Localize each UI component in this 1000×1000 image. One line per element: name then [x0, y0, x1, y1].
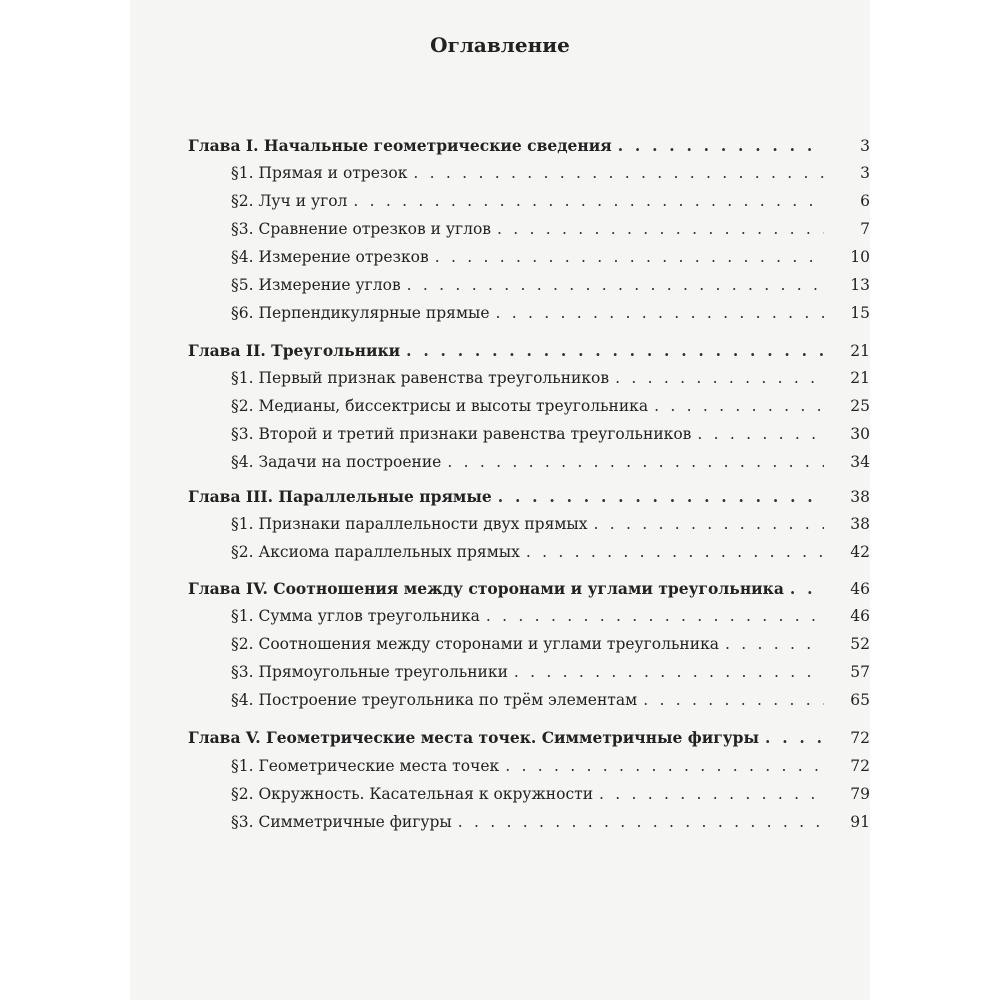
toc-label: Глава III. Параллельные прямые [188, 487, 492, 506]
toc-page-number: 25 [850, 397, 870, 415]
toc-section[interactable] [130, 161, 870, 185]
toc-label: §4. Измерение отрезков [231, 248, 429, 266]
toc-section[interactable] [130, 422, 870, 446]
toc-page-number: 21 [850, 369, 870, 387]
toc-page-number: 34 [850, 453, 870, 471]
toc-section[interactable] [130, 782, 870, 806]
toc-section[interactable] [130, 512, 870, 536]
toc-label: §2. Соотношения между сторонами и углами треугольника [231, 635, 720, 653]
toc-page-number: 38 [850, 488, 870, 506]
toc-leader-dots [413, 161, 824, 185]
toc-chapter[interactable] [130, 485, 870, 509]
toc-section[interactable] [130, 632, 870, 656]
toc-leader-dots [643, 688, 824, 712]
toc-label: §1. Признаки параллельности двух прямых [231, 515, 588, 533]
book-page [130, 0, 870, 1000]
toc-section[interactable] [130, 273, 870, 297]
toc-section[interactable] [130, 754, 870, 778]
toc-leader-dots [486, 604, 824, 628]
toc-label: §3. Симметричные фигуры [231, 813, 452, 831]
toc-page-number: 72 [850, 757, 870, 775]
toc-leader-dots [407, 273, 824, 297]
toc-leader-dots [615, 366, 824, 390]
toc-label: §1. Первый признак равенства треугольников [231, 369, 610, 387]
toc-leader-dots [790, 577, 824, 601]
toc-label: §5. Измерение углов [231, 276, 401, 294]
toc-section[interactable] [130, 540, 870, 564]
toc-label: Глава V. Геометрические места точек. Симметричные фигуры [188, 728, 760, 747]
toc-section[interactable] [130, 810, 870, 834]
toc-leader-dots [498, 485, 824, 509]
toc-page-number: 42 [850, 543, 870, 561]
toc-page-number: 10 [850, 248, 870, 266]
toc-label: §4. Построение треугольника по трём элементам [231, 691, 638, 709]
toc-section[interactable] [130, 189, 870, 213]
toc-leader-dots [447, 450, 824, 474]
toc-leader-dots [765, 726, 824, 750]
toc-label: §2. Медианы, биссектрисы и высоты треугольника [231, 397, 649, 415]
toc-leader-dots [505, 754, 824, 778]
toc-label: Глава I. Начальные геометрические сведения [188, 136, 612, 155]
toc-section[interactable] [130, 660, 870, 684]
toc-label: §2. Окружность. Касательная к окружности [231, 785, 594, 803]
toc-label: §3. Сравнение отрезков и углов [231, 220, 492, 238]
toc-label: §6. Перпендикулярные прямые [231, 304, 490, 322]
toc-leader-dots [353, 189, 824, 213]
toc-leader-dots [725, 632, 824, 656]
toc-page-number: 79 [850, 785, 870, 803]
toc-page-number: 7 [860, 220, 870, 238]
toc-leader-dots [435, 245, 824, 269]
toc-chapter[interactable] [130, 726, 870, 750]
toc-page-number: 3 [860, 164, 870, 182]
toc-section[interactable] [130, 450, 870, 474]
toc-page-number: 46 [850, 580, 870, 598]
toc-leader-dots [654, 394, 824, 418]
toc-page-number: 3 [860, 137, 870, 155]
toc-page-number: 52 [850, 635, 870, 653]
toc-label: §1. Сумма углов треугольника [231, 607, 480, 625]
toc-page-number: 65 [850, 691, 870, 709]
toc-section[interactable] [130, 301, 870, 325]
toc-leader-dots [496, 301, 824, 325]
page-title: Оглавление [430, 33, 570, 57]
toc-label: §4. Задачи на построение [231, 453, 442, 471]
toc-page-number: 38 [850, 515, 870, 533]
toc-leader-dots [594, 512, 825, 536]
toc-leader-dots [497, 217, 824, 241]
toc-label: §3. Прямоугольные треугольники [231, 663, 508, 681]
toc-leader-dots [406, 339, 824, 363]
toc-section[interactable] [130, 394, 870, 418]
toc-page-number: 13 [850, 276, 870, 294]
toc-label: §2. Аксиома параллельных прямых [231, 543, 520, 561]
toc-page-number: 57 [850, 663, 870, 681]
toc-page-number: 91 [850, 813, 870, 831]
toc-page-number: 21 [850, 342, 870, 360]
toc-label: §2. Луч и угол [231, 192, 348, 210]
toc-section[interactable] [130, 604, 870, 628]
toc-chapter[interactable] [130, 134, 870, 158]
toc-label: §1. Геометрические места точек [231, 757, 500, 775]
toc-leader-dots [526, 540, 824, 564]
toc-leader-dots [697, 422, 824, 446]
toc-leader-dots [618, 134, 824, 158]
toc-chapter[interactable] [130, 339, 870, 363]
toc-page-number: 72 [850, 729, 870, 747]
toc-section[interactable] [130, 688, 870, 712]
toc-leader-dots [599, 782, 824, 806]
toc-page-number: 30 [850, 425, 870, 443]
toc-leader-dots [514, 660, 824, 684]
toc-label: Глава II. Треугольники [188, 341, 401, 360]
toc-page-number: 46 [850, 607, 870, 625]
toc-page-number: 6 [860, 192, 870, 210]
toc-section[interactable] [130, 245, 870, 269]
toc-section[interactable] [130, 217, 870, 241]
toc-label: §1. Прямая и отрезок [231, 164, 408, 182]
toc-section[interactable] [130, 366, 870, 390]
toc-chapter[interactable] [130, 577, 870, 601]
toc-page-number: 15 [850, 304, 870, 322]
toc-leader-dots [458, 810, 824, 834]
toc-label: §3. Второй и третий признаки равенства треугольников [231, 425, 692, 443]
toc-label: Глава IV. Соотношения между сторонами и углами треугольника [188, 579, 784, 598]
